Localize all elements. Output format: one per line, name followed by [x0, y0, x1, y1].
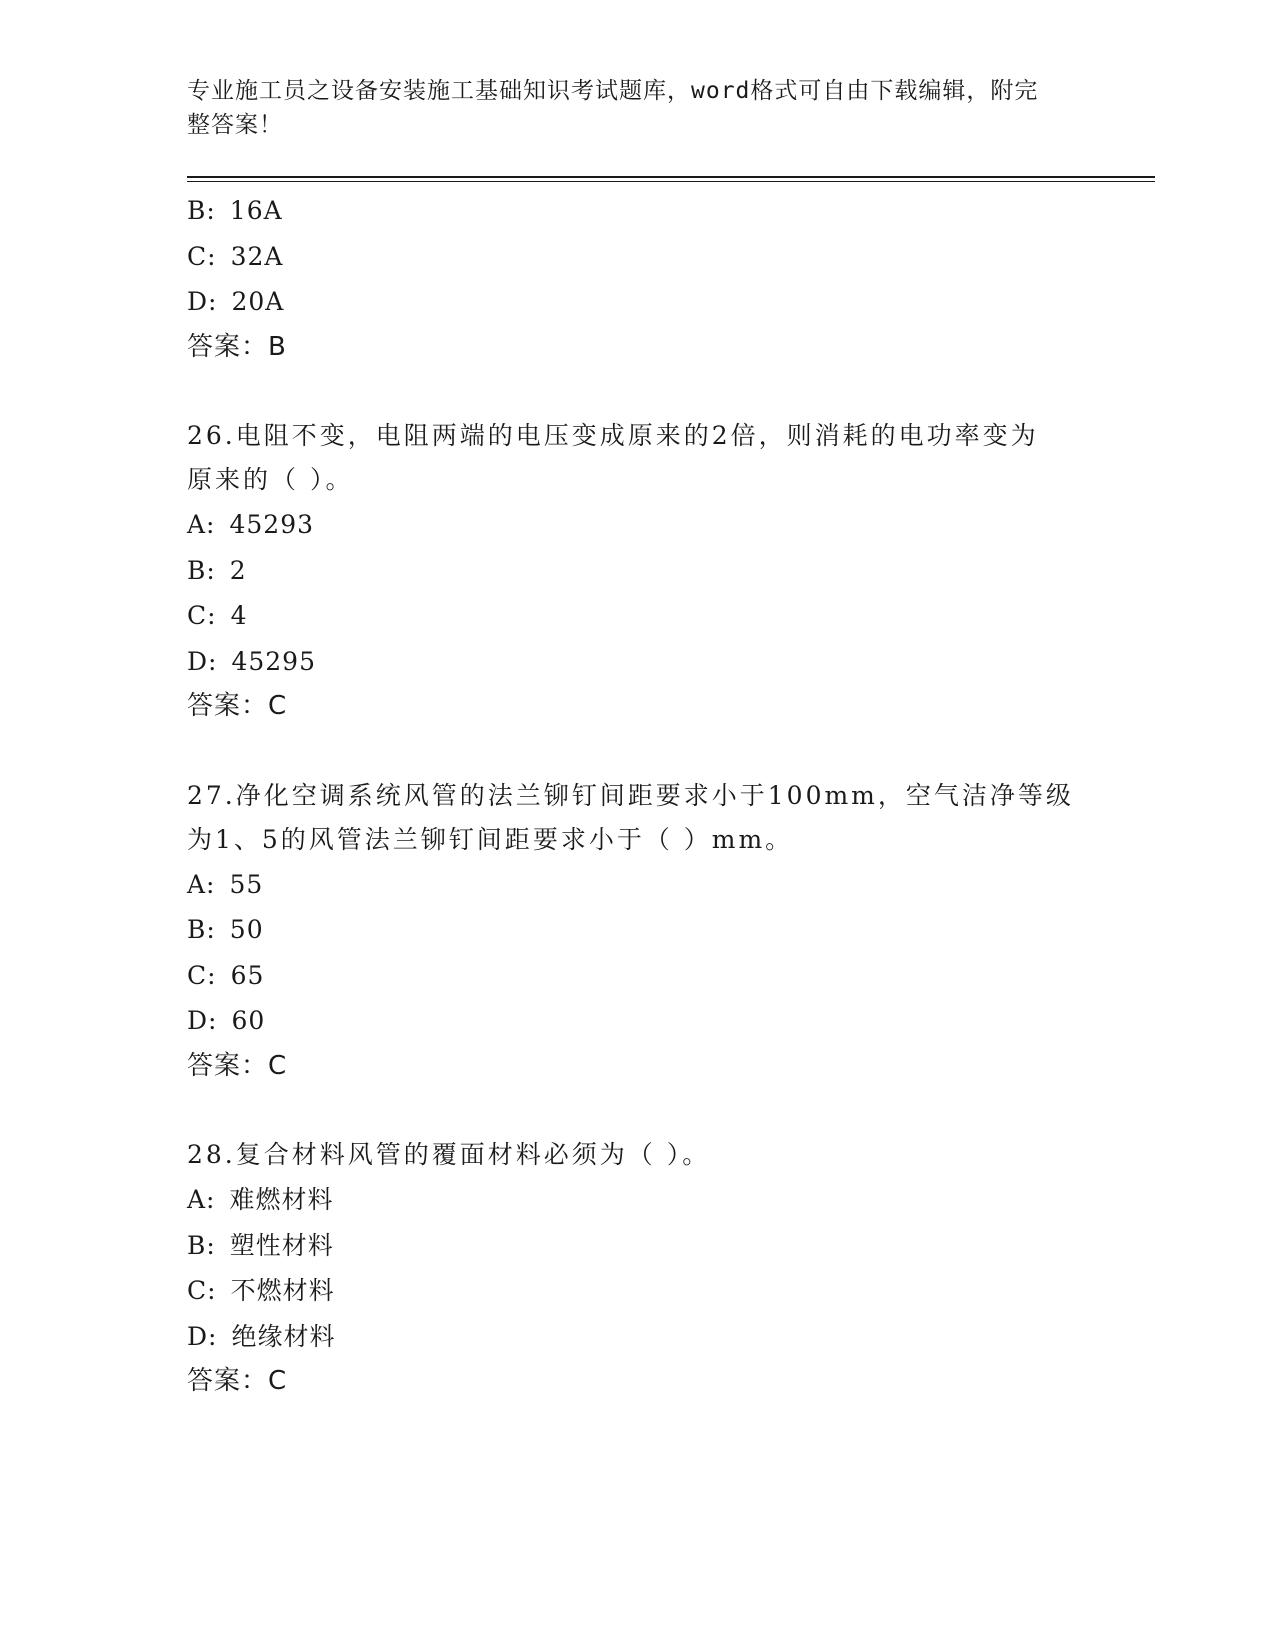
option-a — [187, 1177, 1087, 1223]
header-line-2: 整答案！ — [187, 112, 283, 138]
option-text: 65 — [230, 960, 265, 990]
option-d — [187, 279, 1087, 325]
question-text — [187, 1133, 1087, 1177]
option-c — [187, 234, 1087, 280]
answer-line: 答案：B — [187, 331, 287, 362]
question-content — [187, 188, 1087, 1405]
option-label: D: — [187, 1006, 218, 1035]
question-text-line-1: 26.电阻不变，电阻两端的电压变成原来的2倍，则消耗的电功率变为 — [187, 421, 1039, 450]
option-b — [187, 548, 1087, 594]
header-divider-thin — [187, 181, 1155, 182]
question-26-block — [187, 414, 1087, 730]
option-text: 50 — [229, 915, 264, 944]
option-text: 不燃材料 — [230, 1276, 335, 1305]
option-d — [187, 1314, 1087, 1360]
option-b — [187, 1223, 1087, 1269]
question-text-line-2: 原来的（ ）。 — [187, 465, 354, 494]
option-label: D: — [187, 287, 218, 316]
answer-line: 答案：C — [187, 1050, 288, 1081]
option-text: 16A — [229, 196, 283, 225]
option-text: 4 — [230, 601, 248, 630]
question-27-block — [187, 774, 1087, 1090]
option-label: B: — [187, 555, 216, 585]
option-a — [187, 502, 1087, 548]
option-label: B: — [187, 915, 216, 944]
option-label: A: — [187, 1185, 216, 1214]
question-text-line-1: 27.净化空调系统风管的法兰铆钉间距要求小于100mm，空气洁净等级 — [187, 780, 1074, 810]
question-text — [187, 414, 1087, 502]
option-text: 20A — [231, 287, 285, 316]
option-text: 32A — [230, 241, 284, 271]
answer-line: 答案：C — [187, 691, 288, 721]
option-text: 45295 — [231, 646, 316, 676]
option-label: C: — [187, 601, 217, 630]
option-text: 55 — [229, 869, 264, 899]
header-divider-thick — [187, 176, 1155, 178]
option-label: D: — [187, 646, 218, 676]
answer-line: 答案：C — [187, 1366, 288, 1396]
option-text: 塑性材料 — [229, 1230, 334, 1260]
option-text: 2 — [229, 555, 247, 585]
option-text: 绝缘材料 — [231, 1321, 336, 1351]
header-line-1: 专业施工员之设备安装施工基础知识考试题库，word格式可自由下载编辑，附完 — [187, 78, 1039, 104]
option-c — [187, 953, 1087, 999]
option-text: 60 — [231, 1006, 266, 1035]
option-c — [187, 1268, 1087, 1314]
question-text-line-1: 28.复合材料风管的覆面材料必须为（ ）。 — [187, 1140, 711, 1169]
option-label: A: — [187, 510, 216, 539]
option-b — [187, 188, 1087, 234]
option-a — [187, 862, 1087, 908]
option-d — [187, 998, 1087, 1044]
option-label: D: — [187, 1321, 218, 1351]
question-text — [187, 774, 1087, 862]
option-text: 45293 — [229, 510, 315, 539]
question-text-line-2: 为1、5的风管法兰铆钉间距要求小于（ ）mm。 — [187, 824, 794, 854]
question-25-block — [187, 188, 1087, 370]
option-label: C: — [187, 1276, 217, 1305]
option-label: C: — [187, 960, 217, 990]
question-28-block — [187, 1133, 1087, 1405]
option-b — [187, 907, 1087, 953]
option-text: 难燃材料 — [229, 1185, 334, 1214]
option-label: C: — [187, 241, 217, 271]
option-d — [187, 639, 1087, 685]
option-label: B: — [187, 196, 216, 225]
option-c — [187, 593, 1087, 639]
option-label: A: — [187, 869, 216, 899]
option-label: B: — [187, 1230, 216, 1260]
document-header — [187, 74, 1087, 142]
